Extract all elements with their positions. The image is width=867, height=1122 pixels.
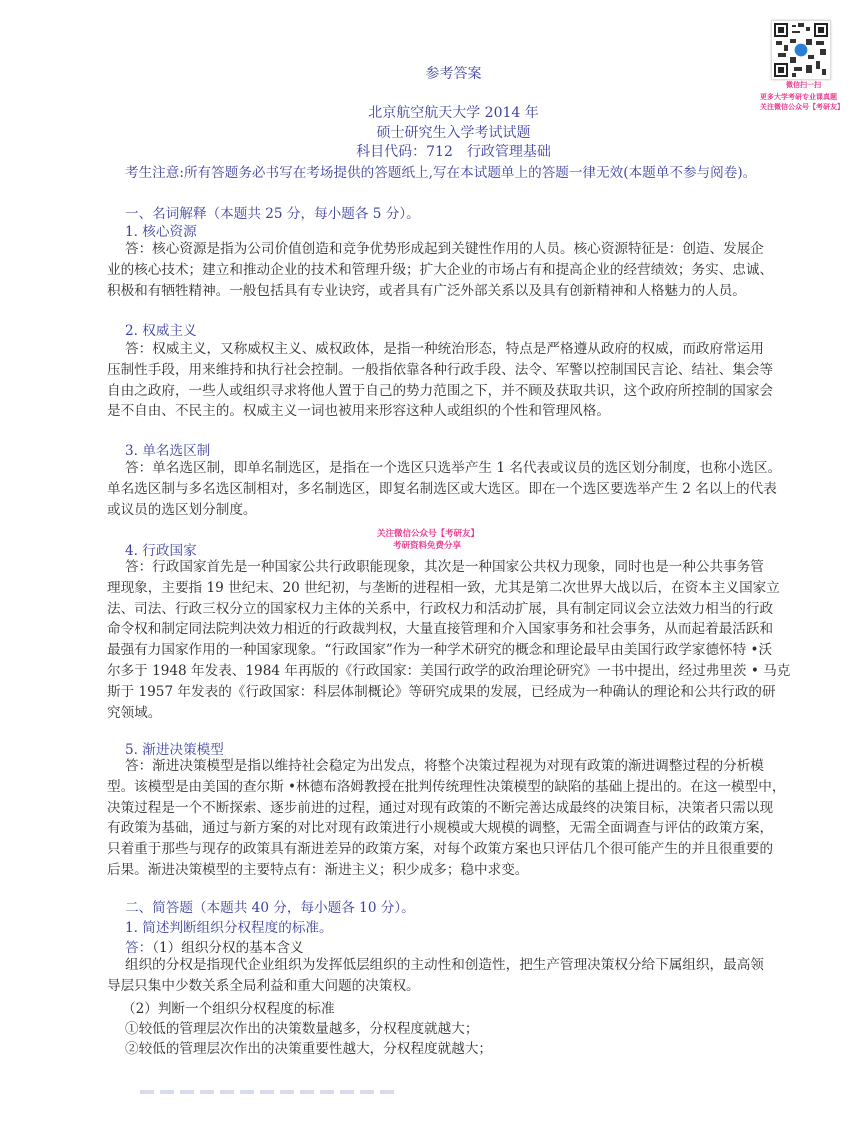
answer-title: 参考答案 (425, 66, 482, 82)
qr-caption-scan: 微信扫一扫 (786, 81, 821, 89)
qr-caption-follow: 关注微信公众号【考研友】 (760, 103, 844, 111)
answer-subheading-2: （2）判断一个组织分权程度的标准 (122, 1001, 335, 1017)
answer-line: 是不自由、不民主的。权威主义一词也被用来形容这种人或组织的个性和管理风格。 (107, 403, 610, 420)
answer-line: 答：单名选区制，即单名制选区，是指在一个选区只选举产生 1 名代表或议员的选区划分制度，也称小选区。 (125, 460, 782, 476)
answer-line: 型。该模型是由美国的查尔斯 •林德布洛姆教授在批判传统理性决策模型的缺陷的基础上提出的。在这一模型中， (107, 778, 786, 795)
question1-title: 1. 简述判断组织分权程度的标准。 (125, 920, 333, 936)
term-answer (107, 756, 786, 881)
answer-line: 有政策为基础，通过与新方案的对比对现有政策进行小规模或大规模的调整，无需全面调查与评估的政策方案， (107, 820, 774, 837)
answer-line: 单名选区制与多名选区制相对，多名制选区，即复名制选区或大选区。即在一个选区要选举产生 2 名以上的代表 (107, 480, 777, 497)
answer-line: 决策过程是一个不断探索、逐步前进的过程，通过对现有政策的不断完善达成最终的决策目标，决策者只需以现 (107, 799, 774, 816)
answer-line: 答：权威主义，又称威权主义、威权政体，是指一种统治形态，特点是严格遵从政府的权威，而政府常运用 (125, 341, 764, 357)
term-title: 3. 单名选区制 (125, 443, 211, 459)
term-title: 2. 权威主义 (125, 323, 197, 339)
criterion-item: ②较低的管理层次作出的决策重要性越大，分权程度就越大； (125, 1041, 493, 1057)
section2-title: 二、简答题（本题共 40 分，每小题各 10 分）。 (125, 900, 415, 916)
answer-label: 答： (125, 940, 153, 956)
answer-line: 命令权和制定同法院判决效力相近的行政裁判权，大量直接管理和介入国家事务和社会事务，从而起着最活跃和 (107, 621, 774, 638)
answer-line: 最强有力国家作用的一种国家现象。“行政国家”作为一种学术研究的概念和理论最早由美国行政学家德怀特 •沃 (107, 642, 773, 659)
answer-line: 答：行政国家首先是一种国家公共行政职能现象，其次是一种国家公共权力现象，同时也是一种公共事务管 (125, 559, 764, 575)
answer-line: 业的核心技术；建立和推动企业的技术和管理升级；扩大企业的市场占有和提高企业的经营绩效；务实、忠诚、 (107, 261, 774, 278)
answer-line: 导层只集中少数关系全局利益和重大问题的决策权。 (107, 977, 420, 994)
answer-line: 积极和有牺牲精神。一般包括具有专业诀窍，或者具有广泛外部关系以及具有创新精神和人格魅力的人员。 (107, 282, 746, 299)
watermark-line2: 考研资料免费分享 (393, 541, 462, 551)
answer-line: 压制性手段，用来维持和执行社会控制。一般指依靠各种行政手段、法令、军警以控制国民言论、结社、集会等 (107, 361, 774, 378)
answer-line: 斯于 1957 年发表的《行政国家：科层体制概论》等研究成果的发展，已经成为一种确认的理论和公共行政的研 (107, 683, 776, 700)
university-title: 北京航空航天大学 2014 年 (368, 105, 539, 121)
term-title: 1. 核心资源 (125, 224, 197, 240)
term-answer (107, 339, 774, 422)
exam-title: 硕士研究生入学考试试题 (376, 125, 531, 141)
answer-line: 答：渐进决策模型是指以维持社会稳定为出发点，将整个决策过程视为对现有政策的渐进调整过程的分析模 (125, 758, 764, 774)
criterion-item: ①较低的管理层次作出的决策数量越多，分权程度就越大； (125, 1021, 479, 1037)
section1-title: 一、名词解释（本题共 25 分，每小题各 5 分）。 (125, 206, 420, 222)
subheading-text: （1）组织分权的基本含义 (152, 940, 304, 956)
answer-line: 后果。渐进决策模型的主要特点有：渐进主义；积少成多；稳中求变。 (107, 861, 529, 878)
answer-line: 或议员的选区划分制度。 (107, 501, 257, 518)
answer-line: 理现象，主要指 19 世纪末、20 世纪初，与垄断的进程相一致，尤其是第二次世界大战以后，在资本主义国家立 (107, 579, 780, 596)
watermark-line1: 关注微信公众号【考研友】 (377, 529, 480, 539)
term-title: 4. 行政国家 (125, 543, 197, 559)
answer-line: 自由之政府，一些人或组织寻求将他人置于自己的势力范围之下，并不顾及获取共识，这个政府所控制的国家会 (107, 382, 774, 399)
exam-notice: 考生注意:所有答题务必书写在考场提供的答题纸上,写在本试题单上的答题一律无效(本题单不参与阅卷)。 (125, 165, 757, 181)
term-answer (107, 239, 774, 301)
term-answer (107, 458, 782, 520)
term-title: 5. 渐进决策模型 (125, 742, 224, 758)
answer-subheading-1 (125, 936, 304, 956)
answer-line: 组织的分权是指现代企业组织为发挥低层组织的主动性和创造性，把生产管理决策权分给下属组织，最高领 (125, 957, 764, 973)
qr-caption-more: 更多大学考研专业课真题 (760, 93, 837, 101)
answer-line: 尔多于 1948 年发表、1984 年再版的《行政国家：美国行政学的政治理论研究》一书中提出，经过弗里茨 • 马克 (107, 662, 791, 679)
definition-text (107, 955, 767, 997)
term-answer (107, 557, 791, 723)
cut-off-line (140, 1090, 400, 1094)
answer-line: 法、司法、行政三权分立的国家权力主体的关系中，行政权力和活动扩展，具有制定同议会立法效力相当的行政 (107, 600, 774, 617)
answer-line: 只着重于那些与现存的政策具有渐进差异的政策方案，对每个政策方案也只评估几个很可能产生的并且很重要的 (107, 841, 774, 858)
subject-code: 科目代码：712 行政管理基础 (356, 144, 551, 160)
answer-line: 究领域。 (107, 704, 162, 721)
answer-line: 答：核心资源是指为公司价值创造和竞争优势形成起到关键性作用的人员。核心资源特征是：创造、发展企 (125, 241, 764, 257)
